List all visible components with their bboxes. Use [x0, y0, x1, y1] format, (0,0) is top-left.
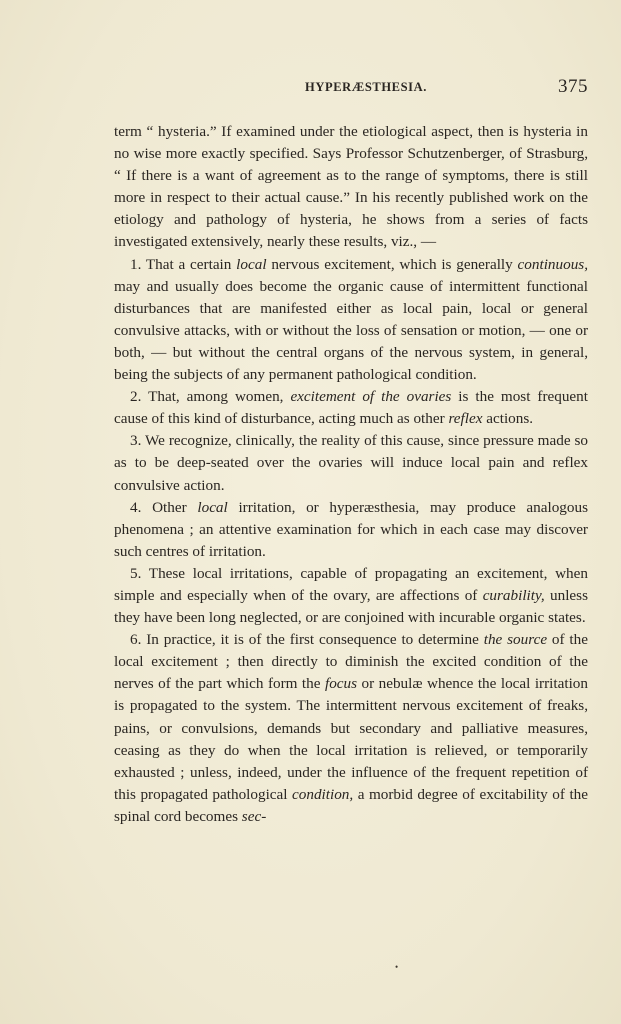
- italic-run: curability,: [482, 586, 545, 604]
- text-run: 1. That a certain: [130, 255, 237, 273]
- text-run: actions.: [482, 410, 534, 428]
- paragraph: [114, 629, 588, 828]
- text-run: nervous excitement, which is generally: [266, 255, 518, 273]
- text-run: 5. These local irritations, capable of propagating an excitement, when simple and especially when of the ovary, are affections of: [114, 564, 588, 604]
- italic-run: condition,: [292, 785, 354, 803]
- text-run: 6. In practice, it is of the first consequence to determine: [130, 631, 484, 649]
- paragraph: [114, 563, 588, 629]
- italic-run: continuous,: [517, 255, 588, 273]
- page-number: 375: [558, 76, 588, 97]
- text-run: is the most frequent cause of this kind of disturbance, acting much as other: [114, 388, 588, 428]
- italic-run: local: [197, 498, 228, 516]
- paragraph: [114, 497, 588, 563]
- text-run: term “ hysteria.” If examined under the etiological aspect, then is hysteria in no wise more exactly specified. Says Professor Schutzenberger, of Strasburg, “ If there is a want of agreement as to the range of symptoms, there is still more in respect to their actual cause.” In his recently published work on the etiology and pathology of hysteria, he shows from a series of facts investigated extensively, nearly these results, viz., —: [114, 123, 588, 251]
- text-run: 4. Other: [130, 498, 198, 516]
- text-run: irritation, or hyperæsthesia, may produce analogous phenomena ; an attentive examination for which in each case may discover such centres of irritation.: [114, 498, 588, 560]
- italic-run: excitement of the ovaries: [290, 388, 452, 406]
- paragraph: [114, 386, 588, 430]
- printer-mark: •: [395, 962, 399, 972]
- running-head: HYPERÆSTHESIA.: [305, 80, 427, 94]
- text-run: of the local excitement ; then directly to diminish the excited condition of the nerves of the part which form the: [114, 631, 588, 693]
- italic-run: local: [236, 255, 267, 273]
- body-text: [114, 121, 588, 828]
- text-run: 2. That, among women,: [130, 388, 291, 406]
- paragraph: [114, 254, 588, 387]
- italic-run: the source: [483, 631, 548, 649]
- text-run: may and usually does become the organic cause of intermittent functional disturbances that are manifested either as local pain, local or general convulsive attacks, with or without the loss of sensation or motion, — one or both, — but without the central organs of the nervous system, in general, being the subjects of any permanent pathological condition.: [114, 277, 588, 384]
- text-run: a morbid degree of excitability of the spinal cord becomes: [114, 785, 589, 825]
- paragraph: [114, 430, 588, 496]
- text-run: or nebulæ whence the local irritation is propagated to the system. The intermittent nervous excitement of freaks, pains, or convulsions, demands but secondary and palliative measures, ceasing as they do when the local irritation is relieved, or temporarily exhausted ; unless, indeed, under the influence of the frequent repetition of this propagated pathological: [114, 675, 588, 803]
- italic-run: focus: [324, 675, 358, 693]
- text-run: 3. We recognize, clinically, the reality of this cause, since pressure made so as to be deep-seated over the ovaries will induce local pain and reflex convulsive action.: [114, 432, 588, 494]
- page-header: [114, 76, 588, 102]
- text-run: unless they have been long neglected, or are conjoined with incurable organic states.: [114, 586, 588, 627]
- paragraph: [114, 121, 588, 254]
- italic-run: reflex: [448, 410, 483, 428]
- italic-run: sec-: [241, 807, 267, 825]
